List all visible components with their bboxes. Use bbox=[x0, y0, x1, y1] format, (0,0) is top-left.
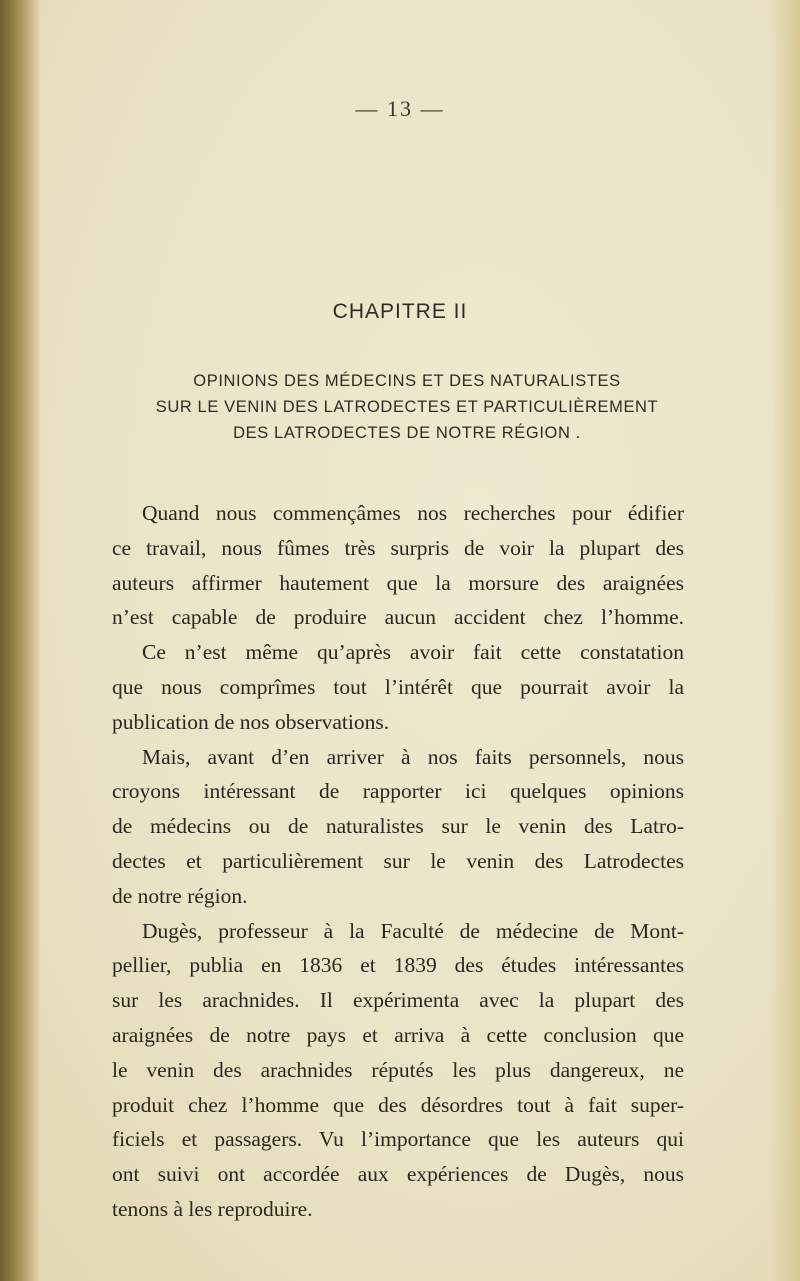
text-line: Dugès, professeur à la Faculté de médecine de Mont- bbox=[142, 918, 684, 943]
text-line: dectes et particulièrement sur le venin des Latrodectes bbox=[112, 848, 684, 873]
text-line: ont suivi ont accordée aux expériences de Dugès, nous bbox=[112, 1162, 684, 1187]
text-line: de notre région. bbox=[112, 883, 248, 908]
text-line: que nous comprîmes tout l’intérêt que pourrait avoir la bbox=[112, 674, 684, 699]
text-line: Ce n’est même qu’après avoir fait cette constatation bbox=[142, 640, 684, 665]
page-binding-shadow bbox=[0, 0, 40, 1281]
text-line: publication de nos observations. bbox=[112, 709, 390, 734]
text-line: auteurs affirmer hautement que la morsure des araignées bbox=[112, 570, 684, 595]
subtitle-line: OPINIONS DES MÉDECINS ET DES NATURALISTES bbox=[193, 372, 621, 390]
text-line: araignées de notre pays et arriva à cette conclusion que bbox=[112, 1022, 684, 1047]
page-edge-shadow bbox=[770, 0, 800, 1281]
text-line: Mais, avant d’en arriver à nos faits personnels, nous bbox=[142, 744, 684, 769]
text-line: tenons à les reproduire. bbox=[112, 1196, 313, 1221]
text-line: le venin des arachnides réputés les plus dangereux, ne bbox=[112, 1057, 684, 1082]
page-number: — 13 — bbox=[355, 96, 445, 121]
text-line: ce travail, nous fûmes très surpris de voir la plupart des bbox=[112, 535, 684, 560]
text-line: pellier, publia en 1836 et 1839 des études intéressantes bbox=[112, 953, 684, 978]
text-line: sur les arachnides. Il expérimenta avec la plupart des bbox=[112, 988, 684, 1013]
subtitle-line: DES LATRODECTES DE NOTRE RÉGION . bbox=[233, 424, 581, 442]
chapter-subtitle bbox=[150, 368, 664, 446]
body-text bbox=[112, 496, 684, 1227]
text-line: produit chez l’homme que des désordres tout à fait super- bbox=[112, 1092, 684, 1117]
text-line: Quand nous commençâmes nos recherches pour édifier bbox=[142, 501, 684, 525]
text-line: ficiels et passagers. Vu l’importance que les auteurs qui bbox=[112, 1127, 684, 1152]
subtitle-line: SUR LE VENIN DES LATRODECTES ET PARTICULIÈREMENT bbox=[155, 398, 659, 416]
text-line: de médecins ou de naturalistes sur le venin des Latro- bbox=[112, 814, 684, 839]
text-line: croyons intéressant de rapporter ici quelques opinions bbox=[112, 779, 684, 804]
chapter-title: CHAPITRE II bbox=[332, 300, 468, 323]
text-line: n’est capable de produire aucun accident chez l’homme. bbox=[112, 605, 684, 630]
